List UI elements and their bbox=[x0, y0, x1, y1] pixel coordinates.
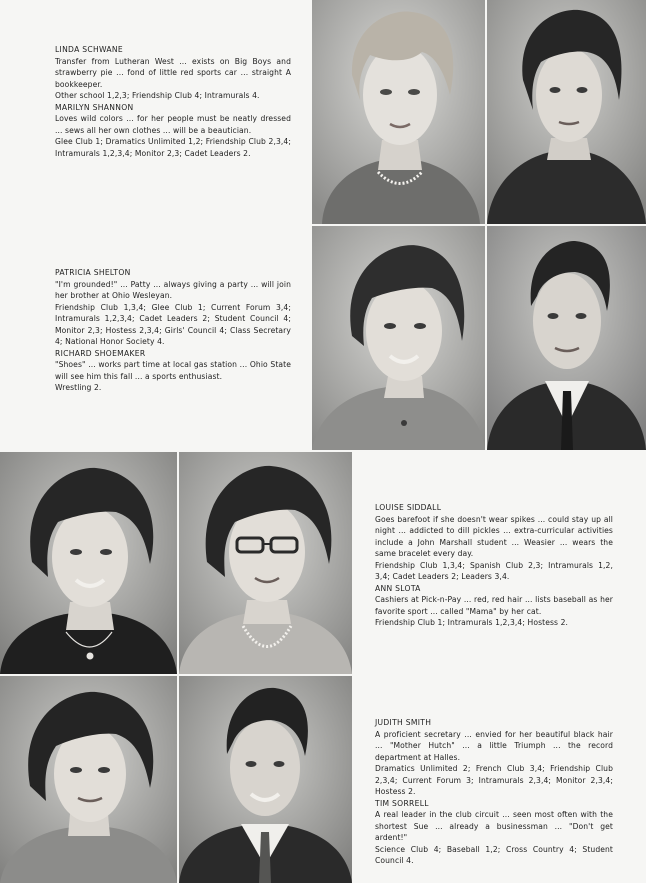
student-activities: Glee Club 1; Dramatics Unlimited 1,2; Friendship Club 2,3,4; Intramurals 1,2,3,4; Monitor 2,3; Cadet Leaders 2. bbox=[55, 137, 291, 158]
bio-block-smith-sorrell bbox=[375, 717, 613, 867]
student-bio: Goes barefoot if she doesn't wear spikes ... could stay up all night ... addicted to dill pickles ... extra-curricular activities include a John Marshall student ... Weasier ... wears the same bracelet every day. bbox=[375, 514, 613, 558]
bio-block-shelton-shoemaker bbox=[55, 267, 291, 394]
student-activities: Friendship Club 1,3,4; Glee Club 1; Current Forum 3,4; Intramurals 1,2,3,4; Cadet Leaders 2; Student Council 4; Monitor 2,3; Hostess 2,3,4; Girls' Council 4; Class Secretary 4; National Honor Society 4. bbox=[55, 302, 291, 346]
student-name: TIM SORRELL bbox=[375, 798, 429, 808]
student-name: LOUISE SIDDALL bbox=[375, 503, 442, 512]
portrait-photo-siddall bbox=[0, 452, 177, 674]
student-activities: Dramatics Unlimited 2; French Club 3,4; Friendship Club 2,3,4; Current Forum 3; Intramurals 2,3,4; Monitor 2,3,4; Hostess 2. bbox=[375, 764, 613, 796]
student-bio: Loves wild colors ... for her people must be neatly dressed ... sews all her own clothes ... will be a beautician. bbox=[55, 114, 291, 135]
portrait-photo-sorrell bbox=[179, 676, 352, 883]
portrait-photo-slota bbox=[179, 452, 352, 674]
student-bio: "I'm grounded!" ... Patty ... always giving a party ... will join her brother at Ohio Wesleyan. bbox=[55, 279, 291, 300]
student-bio: A proficient secretary ... envied for her beautiful black hair ... "Mother Hutch" ... a little Triumph ... the record department at Halles. bbox=[375, 729, 613, 762]
student-name: ANN SLOTA bbox=[375, 583, 421, 593]
portrait-photo-shannon bbox=[487, 0, 646, 224]
portrait-photo-schwane bbox=[312, 0, 485, 224]
portrait-photo-shelton bbox=[312, 226, 485, 450]
student-activities: Wrestling 2. bbox=[55, 383, 102, 392]
student-bio: Transfer from Lutheran West ... exists on Big Boys and strawberry pie ... fond of little red sports car ... straight A bookkeeper. bbox=[55, 56, 291, 89]
portrait-photo-smith bbox=[0, 676, 177, 883]
bio-block-schwane-shannon bbox=[55, 44, 291, 159]
student-bio: A real leader in the club circuit ... seen most often with the shortest Sue ... already a businessman ... "Don't get ardent!" bbox=[375, 810, 613, 842]
student-bio: "Shoes" ... works part time at local gas station ... Ohio State will see him this fall ... a sports enthusiast. bbox=[55, 360, 291, 381]
student-activities: Other school 1,2,3; Friendship Club 4; Intramurals 4. bbox=[55, 91, 260, 100]
student-activities: Science Club 4; Baseball 1,2; Cross Country 4; Student Council 4. bbox=[375, 844, 613, 865]
student-bio: Cashiers at Pick-n-Pay ... red, red hair ... lists baseball as her favorite sport ... called "Mama" by her cat. bbox=[375, 595, 613, 616]
portrait-photo-shoemaker bbox=[487, 226, 646, 450]
student-name: RICHARD SHOEMAKER bbox=[55, 348, 146, 358]
student-name: LINDA SCHWANE bbox=[55, 45, 123, 54]
student-activities: Friendship Club 1,3,4; Spanish Club 2,3; Intramurals 1,2, 3,4; Cadet Leaders 2; Leaders 3,4. bbox=[375, 560, 613, 581]
student-name: MARILYN SHANNON bbox=[55, 102, 134, 112]
student-activities: Friendship Club 1; Intramurals 1,2,3,4; Hostess 2. bbox=[375, 618, 569, 627]
bio-block-siddall-slota bbox=[375, 502, 613, 629]
student-name: PATRICIA SHELTON bbox=[55, 268, 131, 277]
student-name: JUDITH SMITH bbox=[375, 718, 432, 727]
